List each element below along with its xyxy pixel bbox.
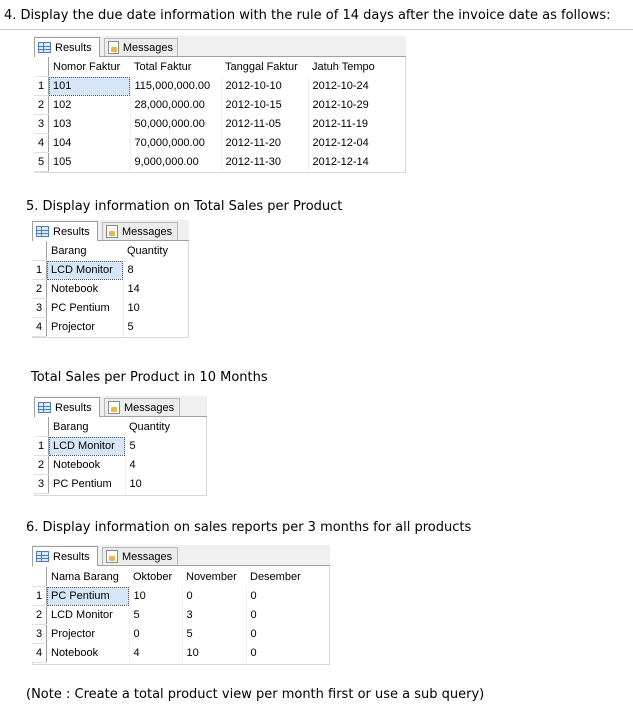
table-cell[interactable]: 2012-11-19 — [308, 115, 384, 134]
table-cell[interactable]: 102 — [49, 96, 131, 115]
table-cell[interactable]: 4 — [125, 456, 173, 475]
row-number[interactable]: 3 — [34, 475, 49, 494]
table-row — [34, 96, 384, 115]
table-cell[interactable]: 0 — [182, 587, 246, 606]
q4-results-panel — [34, 36, 406, 173]
table-cell[interactable]: 5 — [129, 606, 182, 625]
table-cell[interactable]: 2012-10-29 — [308, 96, 384, 115]
row-number[interactable]: 2 — [34, 456, 49, 475]
row-number[interactable]: 4 — [32, 318, 47, 337]
grid-icon — [36, 226, 49, 237]
q5-tab-messages-label: Messages — [122, 225, 173, 238]
table-cell[interactable]: 0 — [129, 625, 182, 644]
q6-tab-results-label: Results — [53, 550, 90, 563]
table-cell[interactable]: 0 — [246, 644, 308, 663]
q6-tab-results[interactable] — [32, 546, 98, 566]
column-header[interactable]: Total Faktur — [130, 58, 221, 77]
row-number[interactable]: 3 — [32, 299, 47, 318]
row-number[interactable]: 2 — [34, 96, 49, 115]
row-number[interactable]: 3 — [32, 625, 47, 644]
table-header-row — [34, 418, 173, 437]
table-cell[interactable]: LCD Monitor — [47, 261, 124, 280]
table-header-row — [34, 58, 384, 77]
table-cell[interactable]: LCD Monitor — [47, 606, 130, 625]
table-cell[interactable]: 28,000,000.00 — [130, 96, 221, 115]
table-cell[interactable]: 50,000,000.00 — [130, 115, 221, 134]
q5b-tab-messages[interactable] — [104, 398, 180, 416]
row-number[interactable]: 1 — [32, 261, 47, 280]
q5b-heading: Total Sales per Product in 10 Months — [31, 370, 268, 385]
q4-tab-messages[interactable] — [104, 38, 178, 56]
q5b-tab-results-label: Results — [55, 401, 92, 414]
column-header[interactable]: Nomor Faktur — [49, 58, 131, 77]
divider — [0, 29, 633, 30]
grid-icon — [36, 551, 49, 562]
column-header[interactable]: Barang — [49, 418, 126, 437]
table-cell[interactable]: 2012-11-20 — [221, 134, 308, 153]
table-cell[interactable]: 0 — [246, 606, 308, 625]
table-cell[interactable]: LCD Monitor — [49, 437, 126, 456]
table-cell[interactable]: 0 — [246, 625, 308, 644]
table-cell[interactable]: Notebook — [49, 456, 126, 475]
column-header[interactable]: Nama Barang — [47, 568, 130, 587]
q6-tab-messages-label: Messages — [122, 550, 173, 563]
table-cell[interactable]: 5 — [123, 318, 171, 337]
messages-icon — [106, 550, 118, 563]
table-cell[interactable]: Notebook — [47, 644, 130, 663]
table-cell[interactable]: 8 — [123, 261, 171, 280]
table-cell[interactable]: 4 — [129, 644, 182, 663]
table-cell[interactable]: Notebook — [47, 280, 124, 299]
q6-heading: 6. Display information on sales reports per 3 months for all products — [26, 520, 472, 535]
q4-tab-results-label: Results — [55, 41, 92, 54]
column-header[interactable]: Tanggal Faktur — [221, 58, 308, 77]
row-number[interactable]: 2 — [32, 280, 47, 299]
table-row — [34, 475, 173, 494]
row-number[interactable]: 1 — [34, 77, 49, 96]
q6-results-panel — [32, 545, 330, 665]
table-cell[interactable]: 70,000,000.00 — [130, 134, 221, 153]
q6-tab-messages[interactable] — [102, 547, 178, 565]
grid-icon — [38, 42, 51, 53]
row-number-header — [34, 418, 49, 437]
row-number-header — [34, 58, 49, 77]
q4-table — [34, 57, 384, 172]
table-cell[interactable]: 2012-10-10 — [221, 77, 308, 96]
table-row — [32, 318, 171, 337]
table-cell[interactable]: 9,000,000.00 — [130, 153, 221, 172]
row-number[interactable]: 1 — [34, 437, 49, 456]
column-header[interactable]: Desember — [246, 568, 308, 587]
table-cell[interactable]: 101 — [49, 77, 131, 96]
table-cell[interactable]: 104 — [49, 134, 131, 153]
table-header-row — [32, 568, 308, 587]
table-cell[interactable]: 2012-12-04 — [308, 134, 384, 153]
q5b-tab-messages-label: Messages — [124, 401, 175, 414]
table-cell[interactable]: 2012-10-15 — [221, 96, 308, 115]
row-number[interactable]: 1 — [32, 587, 47, 606]
q5-table — [32, 241, 171, 337]
row-number[interactable]: 4 — [34, 134, 49, 153]
table-row — [32, 644, 308, 663]
table-cell[interactable]: 10 — [125, 475, 173, 494]
q5b-tab-results[interactable] — [34, 397, 100, 417]
q5b-results-panel — [34, 396, 207, 496]
q5b-tabbar — [34, 396, 207, 417]
table-row — [32, 299, 171, 318]
table-cell[interactable]: 5 — [125, 437, 173, 456]
table-cell[interactable]: 5 — [182, 625, 246, 644]
column-header[interactable]: Quantity — [125, 418, 173, 437]
row-number-header — [32, 242, 47, 261]
q5-heading: 5. Display information on Total Sales per Product — [26, 199, 343, 214]
q4-tabbar — [34, 36, 406, 57]
table-row — [34, 134, 384, 153]
messages-icon — [108, 41, 119, 54]
column-header[interactable]: Oktober — [129, 568, 182, 587]
row-number[interactable]: 3 — [34, 115, 49, 134]
column-header[interactable]: Quantity — [123, 242, 171, 261]
q5-tab-results[interactable] — [32, 221, 98, 241]
table-row — [34, 115, 384, 134]
table-row — [34, 456, 173, 475]
column-header[interactable]: November — [182, 568, 246, 587]
table-cell[interactable]: 2012-11-30 — [221, 153, 308, 172]
table-row — [32, 280, 171, 299]
table-header-row — [32, 242, 171, 261]
q5-tabbar — [32, 220, 189, 241]
table-cell[interactable]: 10 — [182, 644, 246, 663]
table-cell[interactable]: 0 — [246, 587, 308, 606]
table-row — [34, 153, 384, 172]
table-row — [34, 77, 384, 96]
q5b-table — [34, 417, 173, 494]
table-cell[interactable]: 105 — [49, 153, 131, 172]
q5-results-panel — [32, 220, 189, 338]
q5-tab-messages[interactable] — [102, 222, 178, 240]
q4-heading: 4. Display the due date information with the rule of 14 days after the invoice date as follows: — [4, 8, 611, 23]
q5-tab-results-label: Results — [53, 225, 90, 238]
table-cell[interactable]: 2012-12-14 — [308, 153, 384, 172]
table-cell[interactable]: 2012-11-05 — [221, 115, 308, 134]
column-header[interactable]: Barang — [47, 242, 124, 261]
table-cell[interactable]: 103 — [49, 115, 131, 134]
table-cell[interactable]: PC Pentium — [47, 299, 124, 318]
q4-tab-messages-label: Messages — [122, 41, 173, 54]
table-row — [32, 606, 308, 625]
table-row — [34, 437, 173, 456]
table-cell[interactable]: 3 — [182, 606, 246, 625]
row-number[interactable]: 2 — [32, 606, 47, 625]
table-row — [32, 261, 171, 280]
row-number[interactable]: 4 — [32, 644, 47, 663]
table-row — [32, 587, 308, 606]
grid-icon — [38, 402, 51, 413]
table-cell[interactable]: 2012-10-24 — [308, 77, 384, 96]
q6-tabbar — [32, 545, 330, 566]
note-text: (Note : Create a total product view per month first or use a sub query) — [26, 687, 485, 702]
table-cell[interactable]: Projector — [47, 318, 124, 337]
table-cell[interactable]: PC Pentium — [47, 587, 130, 606]
column-header[interactable]: Jatuh Tempo — [308, 58, 384, 77]
table-cell[interactable]: 115,000,000.00 — [130, 77, 221, 96]
q6-table — [32, 567, 308, 663]
table-cell[interactable]: 10 — [129, 587, 182, 606]
row-number[interactable]: 5 — [34, 153, 49, 172]
table-cell[interactable]: Projector — [47, 625, 130, 644]
q4-tab-results[interactable] — [34, 37, 100, 57]
table-cell[interactable]: PC Pentium — [49, 475, 126, 494]
table-cell[interactable]: 14 — [123, 280, 171, 299]
table-row — [32, 625, 308, 644]
messages-icon — [108, 401, 120, 414]
messages-icon — [106, 225, 118, 238]
table-cell[interactable]: 10 — [123, 299, 171, 318]
row-number-header — [32, 568, 47, 587]
